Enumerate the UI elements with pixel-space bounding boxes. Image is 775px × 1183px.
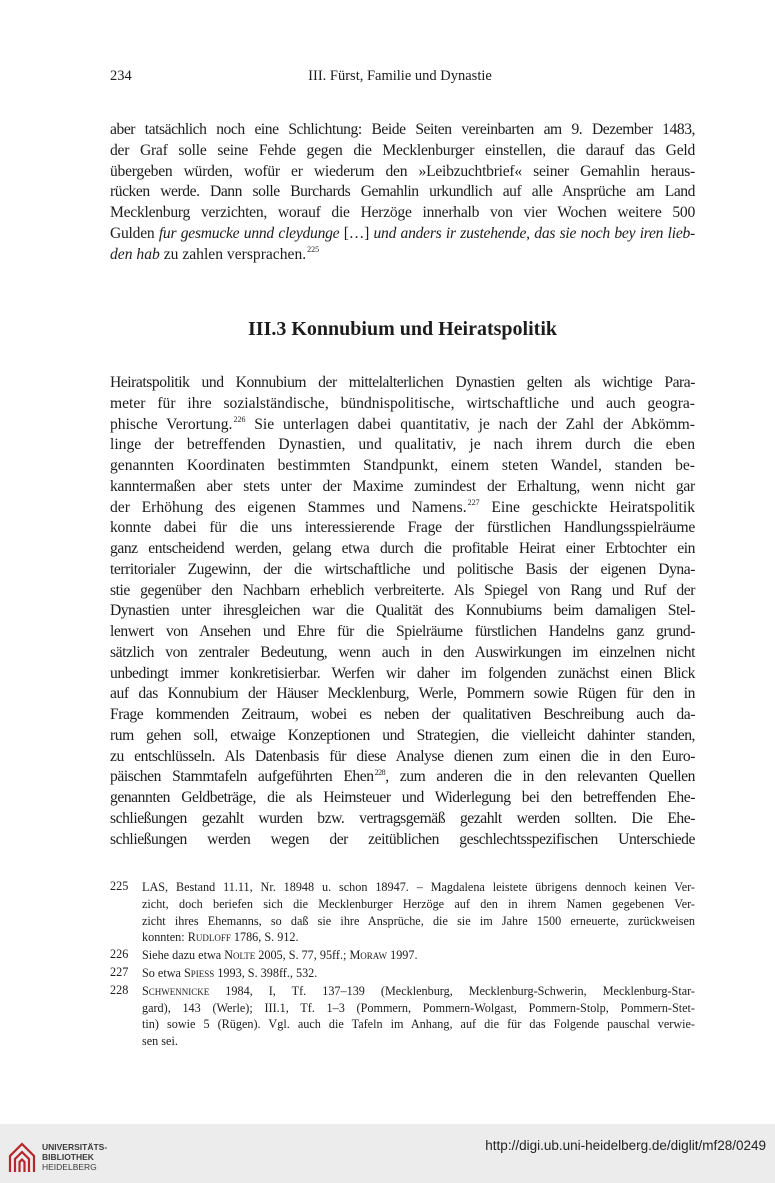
author-name: Nolte xyxy=(224,948,256,963)
text-run: Gulden xyxy=(110,224,159,242)
text-line: Heiratspolitik und Konnubium der mittelalterlichen Dynastien gelten als wichtige Para- xyxy=(110,374,695,391)
text-line: territorialer Zugewinn, der die wirtschaftliche und politische Basis der eigenen Dyna- xyxy=(110,560,695,578)
quoted-source-italic: fur gesmucke unnd cleydunge xyxy=(158,224,340,242)
text-run: Eine geschickte Heiratspolitik xyxy=(479,498,695,516)
library-name-line: HEIDELBERG xyxy=(42,1162,97,1172)
text-line: auf das Konnubium der Häuser Mecklenburg, Werle, Pommern sowie Rügen für den in xyxy=(110,685,695,703)
footnote-226 xyxy=(110,947,695,964)
text-run: […] xyxy=(339,224,374,242)
text-line: Mecklenburg verzichten, worauf die Herzöge innerhalb von vier Wochen weitere 500 xyxy=(110,204,695,221)
text-line: stie gegenüber den Nachbarn erheblich verbreiterte. Als Spiegel von Rang und Ruf der xyxy=(110,581,695,599)
author-name: Moraw xyxy=(349,948,388,963)
text-run: Sie unterlagen dabei quantitativ, je nach der Zahl der Abkömm- xyxy=(245,415,695,433)
permalink-url[interactable]: http://digi.ub.uni-heidelberg.de/diglit/mf28/0249 xyxy=(485,1138,766,1153)
viewer-footer xyxy=(0,1124,775,1183)
text-line: schließungen gezahlt wurden bzw. vertragsgemäß gezahlt werden sollten. Die Ehe- xyxy=(110,809,695,827)
text-run: Siehe dazu etwa xyxy=(142,948,225,963)
text-line xyxy=(110,498,695,519)
footnote-number: 228 xyxy=(110,982,129,997)
text-line: übergeben würden, wofür er wiederum den »Leibzuchtbrief« seiner Gemahlin heraus- xyxy=(110,162,695,180)
footnote-number: 227 xyxy=(110,964,129,979)
text-run: phische Verortung. xyxy=(110,415,233,433)
section-heading: III.3 Konnubium und Heiratspolitik xyxy=(248,318,557,340)
footnote-ref-228[interactable]: 228 xyxy=(374,768,386,778)
footnote-line xyxy=(142,947,695,964)
text-line xyxy=(110,415,695,436)
text-line: Dynastien unter ihresgleichen war die Qualität des Konnubiums beim damaligen Stel- xyxy=(110,602,695,620)
footnote-ref-225[interactable]: 225 xyxy=(307,245,320,255)
text-line: genannten Koordinaten bestimmten Standpunkt, einem steten Wandel, standen be- xyxy=(110,457,695,474)
text-line: linge der betreffenden Dynastien, und qualitativ, je nach ihrem durch die eben xyxy=(110,436,695,454)
text-run: zu zahlen versprachen. xyxy=(159,245,307,263)
footnote-line xyxy=(142,929,695,946)
library-name-line: UNIVERSITÄTS- xyxy=(42,1142,108,1152)
text-run: konnten: xyxy=(142,930,188,945)
text-line: kanntermaßen aber stets unter der Maxime zumindest der Erhaltung, wenn nicht gar xyxy=(110,477,695,495)
text-run: 1997. xyxy=(387,948,418,963)
text-line: schließungen werden wegen der zeitüblichen geschlechtsspezifischen Unterschiede xyxy=(110,830,695,848)
text-run: So etwa xyxy=(142,965,184,980)
author-name: Schwennicke xyxy=(142,983,210,998)
footnote-line: LAS, Bestand 11.11, Nr. 18948 u. schon 18947. – Magdalena leistete übrigens dennoch keinen Ver- xyxy=(142,880,695,894)
text-line: Frage kommenden Zeitraum, wobei es neben der qualitativen Beschreibung auch da- xyxy=(110,706,695,723)
page-number: 234 xyxy=(110,68,132,84)
text-run: 1786, S. 912. xyxy=(230,930,299,945)
text-line: meter für ihre sozialständische, bündnispolitische, wirtschaftliche und auch geogra- xyxy=(110,394,695,412)
text-line: der Graf solle seine Fehde gegen die Mecklenburger einstellen, die darauf das Geld xyxy=(110,141,695,159)
text-run: päischen Stammtafeln aufgeführten Ehen xyxy=(110,768,374,786)
library-name-line: BIBLIOTHEK xyxy=(42,1152,94,1162)
text-line: ganz entscheidend werden, gelang etwa durch die profitable Heirat einer Erbtochter ein xyxy=(110,540,695,557)
text-line: lenwert von Ansehen und Ehre für die Spielräume fürstlichen Handelns ganz grund- xyxy=(110,623,695,640)
author-name: Rudloff xyxy=(187,930,231,945)
running-head xyxy=(110,68,690,88)
text-line: sätzlich von zentraler Bedeutung, wenn auch in den Auswirkungen im einzelnen nicht xyxy=(110,643,695,661)
footnote-line: zicht ihres Ehemanns, so daß sie ihre Ansprüche, die sie im Jahre 1500 erneuerte, zurückweisen xyxy=(142,913,695,928)
footnote-line: zicht, doch beriefen sich die Mecklenburger Herzöge auf den in ihrem Namen gegebenen Ver- xyxy=(142,896,695,911)
text-run: 1993, S. 398ff., 532. xyxy=(214,965,318,980)
text-run: 2005, S. 77, 95ff.; xyxy=(255,948,350,963)
text-run: , zum anderen die in den relevanten Quellen xyxy=(385,768,695,786)
footnote-ref-227[interactable]: 227 xyxy=(467,498,480,508)
footnote-225 xyxy=(110,879,695,946)
footnote-ref-226[interactable]: 226 xyxy=(233,415,246,425)
text-line xyxy=(110,224,695,245)
text-line: konnte dabei für die uns interessierende Frage der fürstlichen Handlungsspielräume xyxy=(110,519,695,537)
footnote-line: sen sei. xyxy=(142,1034,178,1049)
footnote-227 xyxy=(110,965,695,982)
text-line: rücken werde. Dann solle Burchards Gemahlin urkundlich auf alle Ansprüche am Land xyxy=(110,183,695,201)
quoted-source-italic: den hab xyxy=(110,245,160,263)
body-paragraph-main xyxy=(110,373,695,850)
text-line: unbedingt immer konkretisierbar. Werfen wir daher im folgenden zunächst einen Blick xyxy=(110,664,695,682)
text-run: 1984, I, Tf. 137–139 (Mecklenburg, Mecklenburg-Schwerin, Mecklenburg-Star- xyxy=(209,983,695,998)
footnote-number: 225 xyxy=(110,879,129,893)
footnote-line xyxy=(142,983,695,1000)
text-line xyxy=(110,245,695,266)
text-line: rum gehen soll, etwaige Konzeptionen und Strategien, die vielleicht dahinter standen, xyxy=(110,726,695,744)
footnote-number: 226 xyxy=(110,947,129,962)
footnotes xyxy=(110,879,695,1051)
library-name xyxy=(42,1142,107,1172)
text-line: genannten Geldbeträge, die als Heimsteuer und Widerlegung bei den betreffenden Ehe- xyxy=(110,789,695,806)
footnote-line: gard), 143 (Werle); III.1, Tf. 1–3 (Pommern, Pommern-Wolgast, Pommern-Stolp, Pommern-Stet- xyxy=(142,1000,695,1015)
university-library-logo-icon[interactable] xyxy=(8,1138,36,1174)
text-run: der Erhöhung des eigenen Stammes und Namens. xyxy=(110,498,467,516)
text-line: aber tatsächlich noch eine Schlichtung: Beide Seiten vereinbarten am 9. Dezember 1483, xyxy=(110,121,695,138)
footnote-line: tin) sowie 5 (Rügen). Vgl. auch die Tafeln im Anhang, auf die für das Folgende pauschal verwie- xyxy=(142,1017,695,1032)
running-chapter-title: III. Fürst, Familie und Dynastie xyxy=(308,68,492,84)
author-name: Spiess xyxy=(183,965,215,980)
quoted-source-italic: und anders ir zustehende, das sie noch bey iren lieb- xyxy=(373,224,695,242)
footnote-line xyxy=(142,965,695,982)
text-line: zu entschlüsseln. Als Datenbasis für diese Analyse dienen zum einen die in den Euro- xyxy=(110,747,695,765)
body-paragraph-top xyxy=(110,120,695,265)
footnote-228 xyxy=(110,983,695,1050)
text-line xyxy=(110,767,695,788)
